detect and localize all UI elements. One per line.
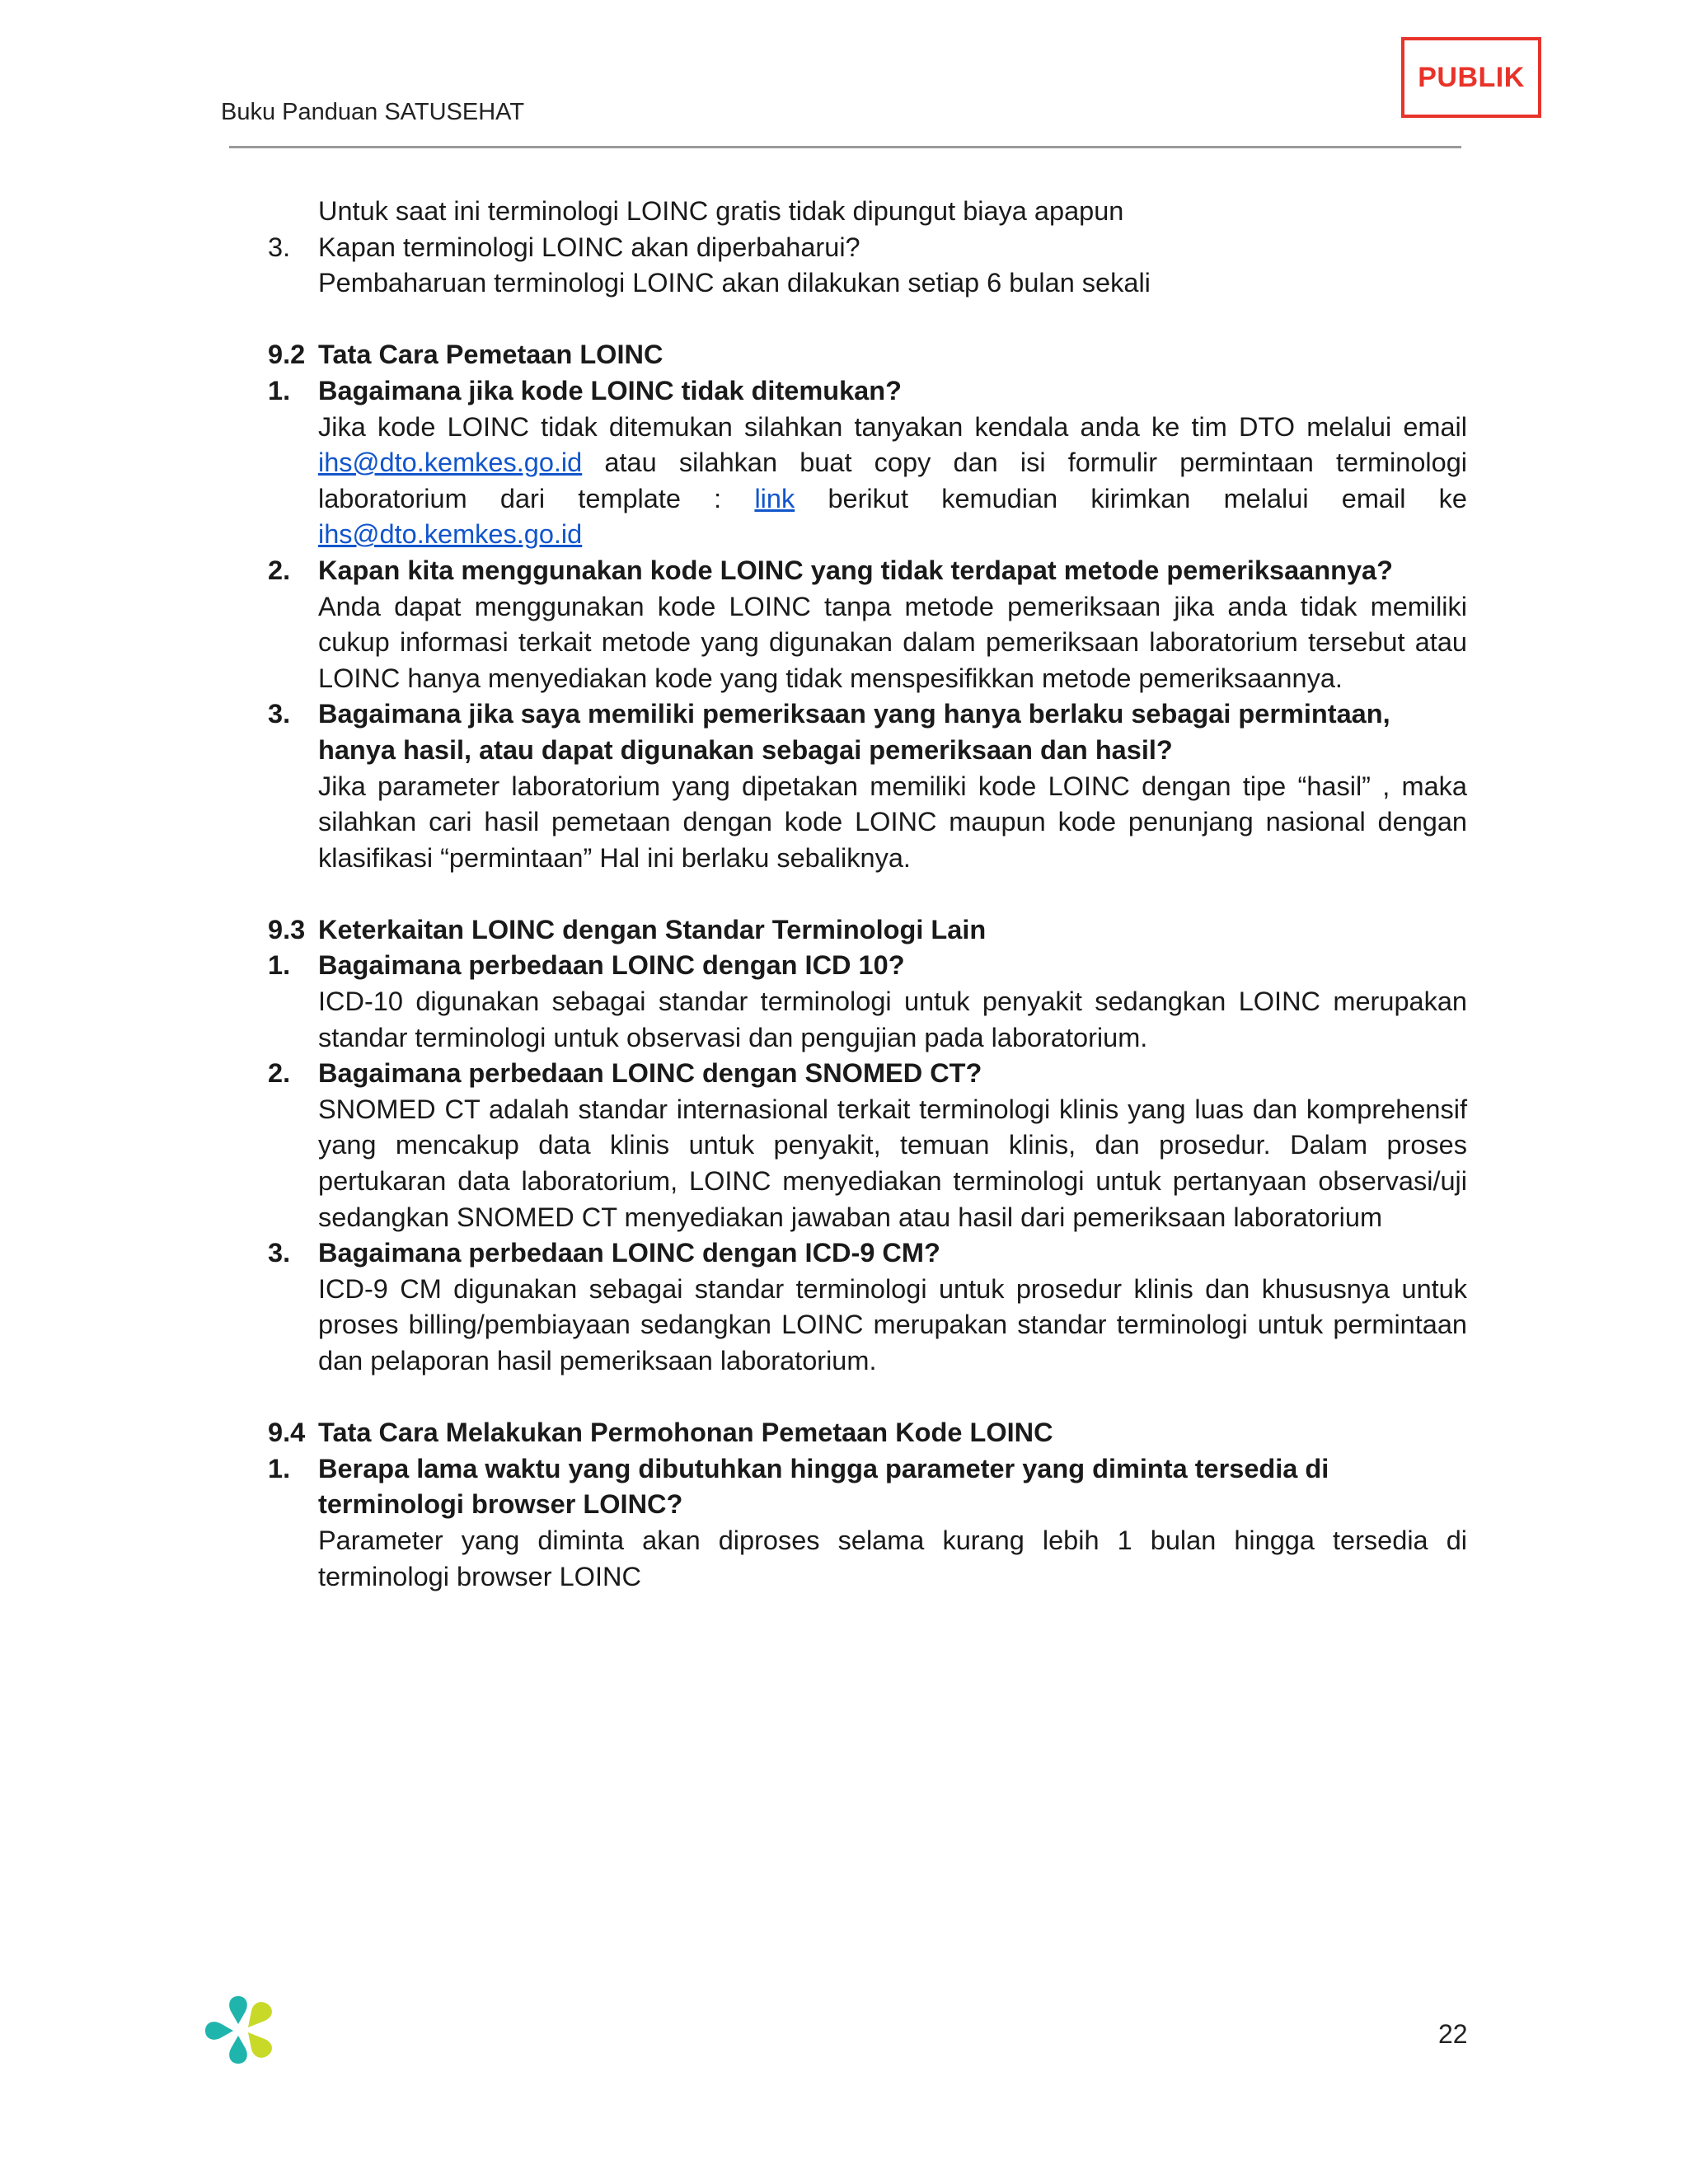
section-number: 9.2 — [268, 340, 306, 370]
classification-badge: PUBLIK — [1401, 37, 1541, 118]
question-text: Bagaimana perbedaan LOINC dengan SNOMED CT? — [318, 1058, 982, 1089]
section-number: 9.3 — [268, 914, 306, 944]
document-title: Buku Panduan SATUSEHAT — [221, 99, 525, 125]
list-item — [268, 553, 1467, 589]
answer-text: Pembaharuan terminologi LOINC akan dilakukan setiap 6 bulan sekali — [318, 268, 1151, 298]
item-number: 2. — [268, 1058, 291, 1089]
item-number: 3. — [268, 232, 291, 262]
email-link[interactable]: ihs@dto.kemkes.go.id — [318, 519, 583, 550]
question-text: Bagaimana jika kode LOINC tidak ditemukan? — [318, 375, 902, 405]
answer-text: Parameter yang diminta akan diproses selama kurang lebih 1 bulan hingga tersedia di terminologi browser LOINC — [318, 1525, 1467, 1591]
header-divider — [229, 146, 1461, 148]
question-text: Kapan kita menggunakan kode LOINC yang tidak terdapat metode pemeriksaannya? — [318, 555, 1393, 585]
section-title: Tata Cara Pemetaan LOINC — [318, 340, 663, 370]
item-number: 1. — [268, 1453, 291, 1483]
item-number: 1. — [268, 950, 291, 981]
page-number: 22 — [1438, 2019, 1468, 2049]
question-text: Berapa lama waktu yang dibutuhkan hingga parameter yang diminta tersedia di terminologi browser LOINC? — [318, 1453, 1329, 1520]
item-number: 1. — [268, 375, 291, 405]
list-item — [268, 373, 1467, 410]
answer-text: Anda dapat menggunakan kode LOINC tanpa metode pemeriksaan jika anda tidak memiliki cukup informasi terkait metode yang digunakan dalam pemeriksaan laboratorium tersebut atau LOINC hanya menyediakan kode yang tidak menspesifikkan metode pemeriksaannya. — [318, 591, 1467, 693]
continued-answer: Untuk saat ini terminologi LOINC gratis tidak dipungut biaya apapun — [318, 196, 1124, 226]
item-number: 2. — [268, 555, 291, 585]
section-title: Keterkaitan LOINC dengan Standar Terminologi Lain — [318, 914, 987, 944]
answer-text: Jika kode LOINC tidak ditemukan silahkan tanyakan kendala anda ke tim DTO melalui email ihs@dto.kemkes.go.id atau silahkan buat copy dan isi formulir permintaan terminologi laboratorium dari template : link berikut kemudian kirimkan melalui email ke ihs@dto.kemkes.go.id — [318, 411, 1467, 550]
section-number: 9.4 — [268, 1418, 306, 1448]
kemenkes-logo-icon — [202, 1993, 276, 2067]
document-body — [268, 194, 1467, 1595]
item-number: 3. — [268, 1238, 291, 1268]
item-number: 3. — [268, 699, 291, 729]
section-title: Tata Cara Melakukan Permohonan Pemetaan Kode LOINC — [318, 1418, 1053, 1448]
answer-text: Jika parameter laboratorium yang dipetakan memiliki kode LOINC dengan tipe “hasil” , maka silahkan cari hasil pemetaan dengan kode LOINC maupun kode penunjang nasional dengan klasifikasi “permintaan” Hal ini berlaku sebaliknya. — [318, 771, 1467, 873]
section-heading-9-2 — [268, 337, 1467, 373]
list-item — [268, 948, 1467, 984]
list-item — [268, 230, 1467, 266]
section-heading-9-4 — [268, 1415, 1467, 1451]
answer-text: ICD-9 CM digunakan sebagai standar terminologi untuk prosedur klinis dan khususnya untuk proses billing/pembiayaan sedangkan LOINC merupakan standar terminologi untuk permintaan dan pelaporan hasil pemeriksaan laboratorium. — [318, 1273, 1467, 1376]
list-item — [268, 1451, 1467, 1523]
list-item — [268, 696, 1467, 768]
question-text: Bagaimana jika saya memiliki pemeriksaan yang hanya berlaku sebagai permintaan, hanya hasil, atau dapat digunakan sebagai pemeriksaan dan hasil? — [318, 699, 1390, 765]
answer-text: ICD-10 digunakan sebagai standar terminologi untuk penyakit sedangkan LOINC merupakan standar terminologi untuk observasi dan pengujian pada laboratorium. — [318, 987, 1467, 1052]
question-text: Bagaimana perbedaan LOINC dengan ICD 10? — [318, 950, 905, 981]
list-item — [268, 1056, 1467, 1092]
email-link[interactable]: ihs@dto.kemkes.go.id — [318, 448, 583, 478]
list-item — [268, 1235, 1467, 1272]
question-text: Kapan terminologi LOINC akan diperbaharui? — [318, 232, 860, 262]
section-heading-9-3 — [268, 912, 1467, 949]
template-link[interactable]: link — [754, 483, 795, 513]
question-text: Bagaimana perbedaan LOINC dengan ICD-9 CM? — [318, 1238, 940, 1268]
answer-text: SNOMED CT adalah standar internasional terkait terminologi klinis yang luas dan komprehensif yang mencakup data klinis untuk penyakit, temuan klinis, dan prosedur. Dalam proses pertukaran data laboratorium, LOINC menyediakan terminologi untuk pertanyaan observasi/uji sedangkan SNOMED CT menyediakan jawaban atau hasil dari pemeriksaan laboratorium — [318, 1094, 1467, 1232]
